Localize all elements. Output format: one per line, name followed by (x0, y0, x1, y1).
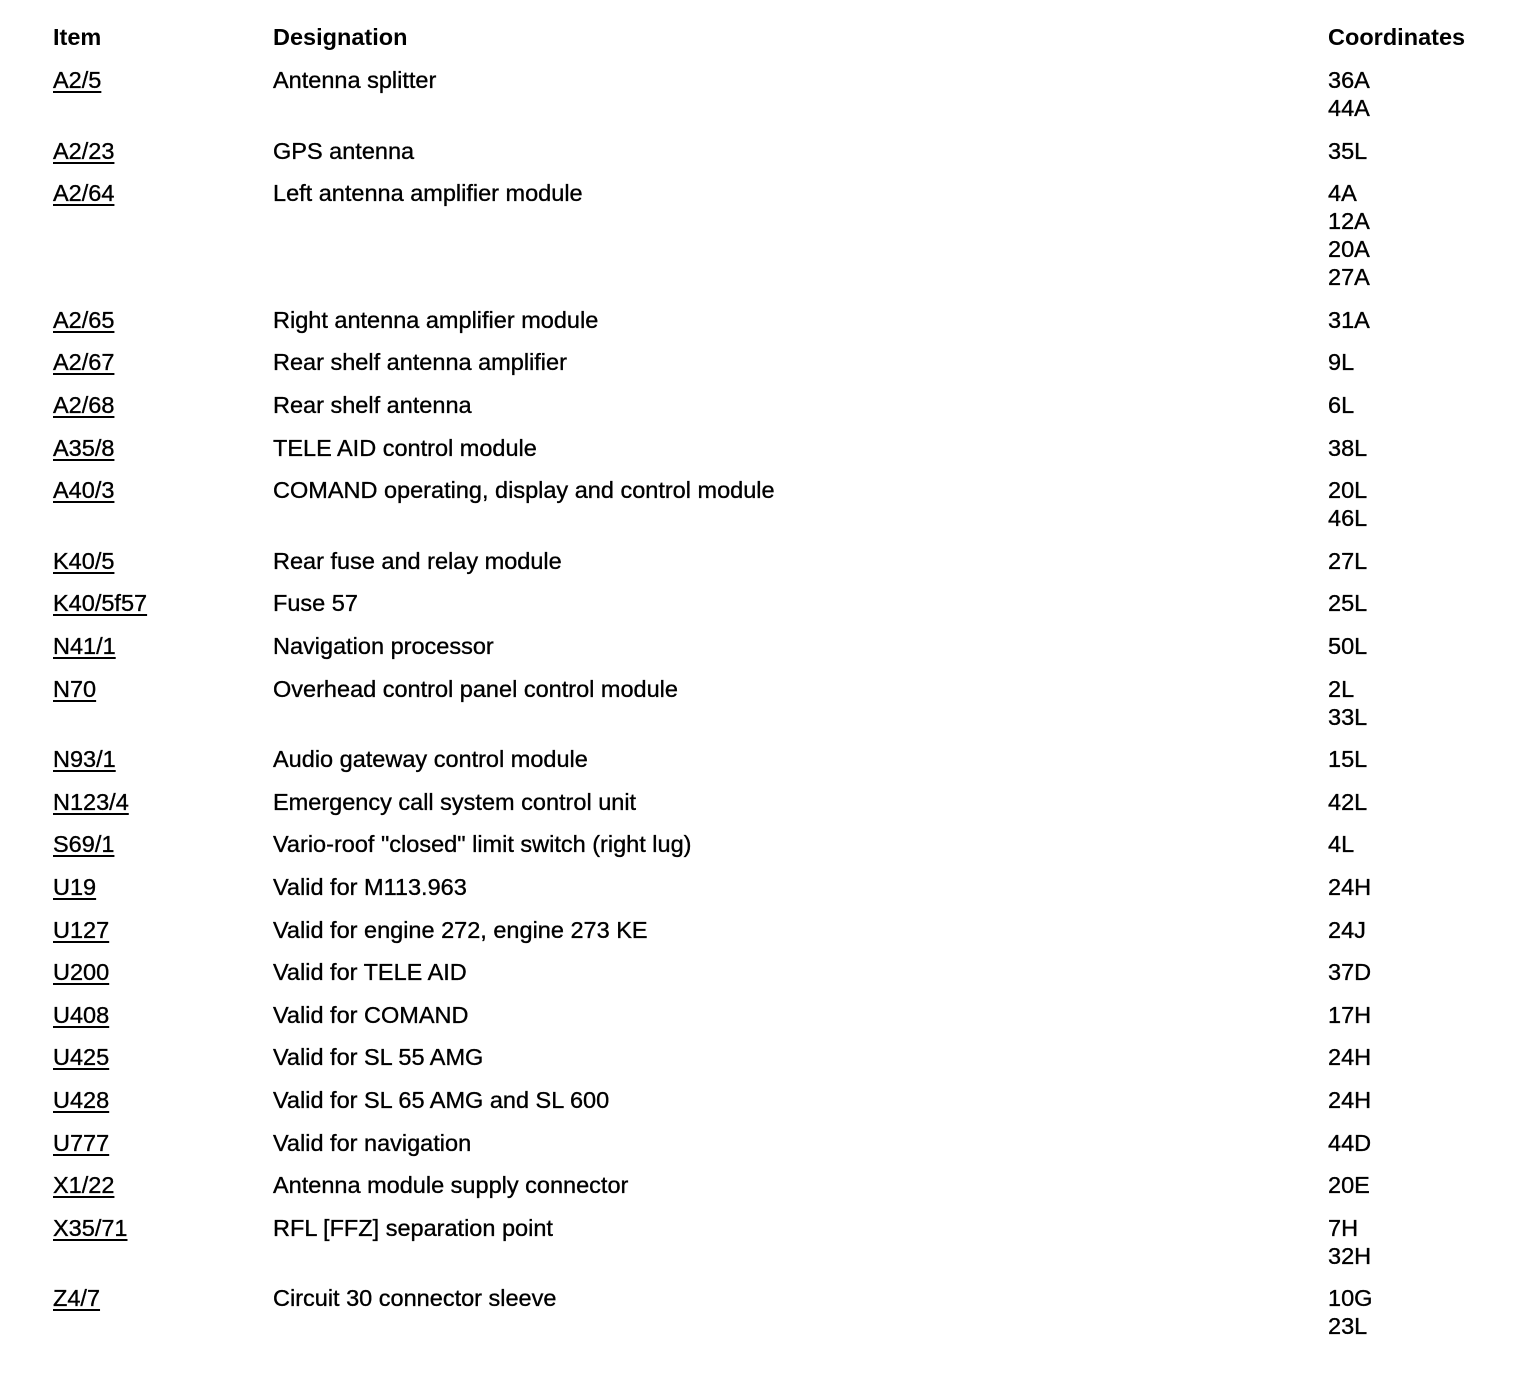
coordinate-value: 24H (1328, 874, 1372, 900)
coordinates-cell (1328, 745, 1367, 773)
item-link[interactable]: A2/65 (53, 306, 115, 333)
coordinate-value: 24H (1328, 1044, 1372, 1071)
item-cell (53, 958, 109, 986)
coordinate-value: 7H (1328, 1214, 1359, 1241)
coordinate-value: 44A (1328, 95, 1370, 121)
designation-cell: COMAND operating, display and control module (273, 477, 775, 504)
item-cell (53, 830, 114, 858)
coordinate-value: 12A (1328, 208, 1370, 235)
item-link[interactable]: A40/3 (53, 477, 115, 504)
designation-cell: Valid for SL 55 AMG (273, 1044, 484, 1071)
coordinate-value: 37D (1328, 959, 1372, 986)
item-cell (53, 1043, 109, 1071)
coordinate-value: 20E (1328, 1172, 1370, 1199)
item-link[interactable]: Z4/7 (53, 1285, 101, 1312)
coordinate-value: 24J (1328, 916, 1366, 943)
designation-cell: Valid for TELE AID (273, 959, 467, 986)
designation-cell: Vario-roof "closed" limit switch (right lug) (273, 831, 692, 858)
designation-cell: Rear shelf antenna (273, 392, 472, 418)
item-link[interactable]: U408 (53, 1001, 110, 1028)
designation-cell: Overhead control panel control module (273, 675, 678, 702)
item-cell (53, 632, 116, 660)
header-designation: Designation (273, 24, 408, 50)
coordinates-cell (1328, 66, 1370, 122)
item-link[interactable]: A35/8 (53, 434, 115, 461)
coordinates-cell (1328, 391, 1354, 419)
coordinate-value: 44D (1328, 1129, 1372, 1156)
coordinate-value: 24H (1328, 1087, 1372, 1113)
coordinates-cell (1328, 1214, 1371, 1270)
coordinates-cell (1328, 348, 1354, 376)
item-cell (53, 306, 114, 334)
item-link[interactable]: A2/67 (53, 349, 115, 376)
coordinates-cell (1328, 632, 1367, 660)
coordinates-cell (1328, 1171, 1370, 1199)
item-link[interactable]: S69/1 (53, 831, 115, 858)
designation-cell: Circuit 30 connector sleeve (273, 1285, 557, 1312)
item-link[interactable]: X35/71 (53, 1214, 128, 1241)
coordinates-cell (1328, 476, 1367, 532)
item-link[interactable]: N70 (53, 675, 97, 702)
coordinate-value: 46L (1328, 505, 1368, 532)
item-link[interactable]: X1/22 (53, 1172, 115, 1199)
coordinate-value: 2L (1328, 675, 1355, 702)
designation-cell: Valid for engine 272, engine 273 KE (273, 916, 648, 943)
item-cell (53, 1129, 109, 1157)
coordinates-cell (1328, 306, 1370, 334)
coordinate-value: 20L (1328, 477, 1368, 504)
designation-cell: GPS antenna (273, 137, 415, 164)
item-cell (53, 1001, 109, 1029)
designation-cell: Valid for navigation (273, 1129, 472, 1156)
designation-cell: Valid for COMAND (273, 1001, 469, 1028)
coordinates-cell (1328, 1043, 1371, 1071)
item-link[interactable]: A2/5 (53, 67, 102, 93)
item-link[interactable]: U200 (53, 959, 110, 986)
coordinate-value: 23L (1328, 1313, 1368, 1340)
coordinate-value: 20A (1328, 236, 1370, 263)
coordinate-value: 36A (1328, 67, 1370, 93)
designation-cell: Emergency call system control unit (273, 788, 637, 815)
coordinates-cell (1328, 1086, 1371, 1114)
coordinates-cell (1328, 1284, 1372, 1340)
designation-cell: Left antenna amplifier module (273, 180, 583, 207)
item-cell (53, 589, 147, 617)
designation-cell: Antenna splitter (273, 67, 437, 93)
designation-cell: Valid for M113.963 (273, 874, 467, 900)
designation-cell: Fuse 57 (273, 590, 358, 617)
item-link[interactable]: K40/5 (53, 547, 115, 574)
coordinate-value: 4A (1328, 180, 1357, 207)
item-link[interactable]: U425 (53, 1044, 110, 1071)
item-cell (53, 179, 114, 207)
coordinates-cell (1328, 179, 1370, 291)
coordinate-value: 35L (1328, 137, 1368, 164)
coordinates-cell (1328, 830, 1354, 858)
coordinates-cell (1328, 434, 1367, 462)
coordinate-value: 4L (1328, 831, 1355, 858)
item-cell (53, 1086, 109, 1114)
item-cell (53, 348, 114, 376)
item-link[interactable]: A2/23 (53, 137, 115, 164)
item-cell (53, 1284, 100, 1312)
coordinate-value: 27L (1328, 547, 1368, 574)
designation-cell: Antenna module supply connector (273, 1172, 629, 1199)
coordinate-value: 9L (1328, 349, 1355, 376)
designation-cell: Navigation processor (273, 633, 494, 659)
header-item: Item (53, 24, 102, 50)
item-cell (53, 916, 109, 944)
item-cell (53, 1171, 114, 1199)
item-link[interactable]: U777 (53, 1129, 110, 1156)
coordinates-cell (1328, 589, 1367, 617)
item-link[interactable]: U19 (53, 874, 97, 900)
designation-cell: Rear fuse and relay module (273, 547, 562, 574)
item-cell (53, 434, 114, 462)
coordinates-cell (1328, 788, 1367, 816)
designation-cell: TELE AID control module (273, 434, 537, 461)
coordinate-value: 25L (1328, 590, 1368, 617)
item-cell (53, 547, 114, 575)
item-link[interactable]: U428 (53, 1087, 110, 1113)
item-cell (53, 66, 101, 94)
item-link[interactable]: A2/64 (53, 180, 115, 207)
designation-cell: Valid for SL 65 AMG and SL 600 (273, 1087, 610, 1113)
item-link[interactable]: U127 (53, 916, 110, 943)
designation-cell: Audio gateway control module (273, 746, 588, 773)
coordinates-cell (1328, 675, 1367, 731)
designation-cell: Right antenna amplifier module (273, 306, 599, 333)
item-cell (53, 675, 96, 703)
item-cell (53, 391, 114, 419)
coordinates-cell (1328, 873, 1371, 901)
coordinate-value: 10G (1328, 1285, 1373, 1312)
item-cell (53, 788, 129, 816)
coordinates-cell (1328, 958, 1371, 986)
coordinate-value: 17H (1328, 1001, 1372, 1028)
item-link[interactable]: N93/1 (53, 746, 116, 773)
coordinate-value: 33L (1328, 703, 1368, 730)
designation-cell: RFL [FFZ] separation point (273, 1214, 553, 1241)
item-link[interactable]: A2/68 (53, 392, 115, 418)
item-cell (53, 1214, 127, 1242)
header-coordinates: Coordinates (1328, 24, 1466, 50)
coordinate-value: 15L (1328, 746, 1368, 773)
coordinate-value: 32H (1328, 1242, 1372, 1269)
coordinate-value: 38L (1328, 434, 1368, 461)
coordinates-cell (1328, 1001, 1371, 1029)
coordinates-cell (1328, 916, 1366, 944)
coordinate-value: 6L (1328, 392, 1355, 418)
coordinates-cell (1328, 1129, 1371, 1157)
item-cell (53, 745, 116, 773)
item-link[interactable]: N41/1 (53, 633, 116, 659)
item-cell (53, 873, 96, 901)
item-cell (53, 476, 114, 504)
coordinates-cell (1328, 137, 1367, 165)
coordinate-value: 42L (1328, 788, 1368, 815)
coordinate-value: 27A (1328, 264, 1370, 291)
item-link[interactable]: K40/5f57 (53, 590, 148, 617)
coordinate-value: 31A (1328, 306, 1370, 333)
designation-cell: Rear shelf antenna amplifier (273, 349, 567, 376)
item-cell (53, 137, 114, 165)
item-link[interactable]: N123/4 (53, 788, 129, 815)
coordinate-value: 50L (1328, 633, 1368, 659)
coordinates-cell (1328, 547, 1367, 575)
